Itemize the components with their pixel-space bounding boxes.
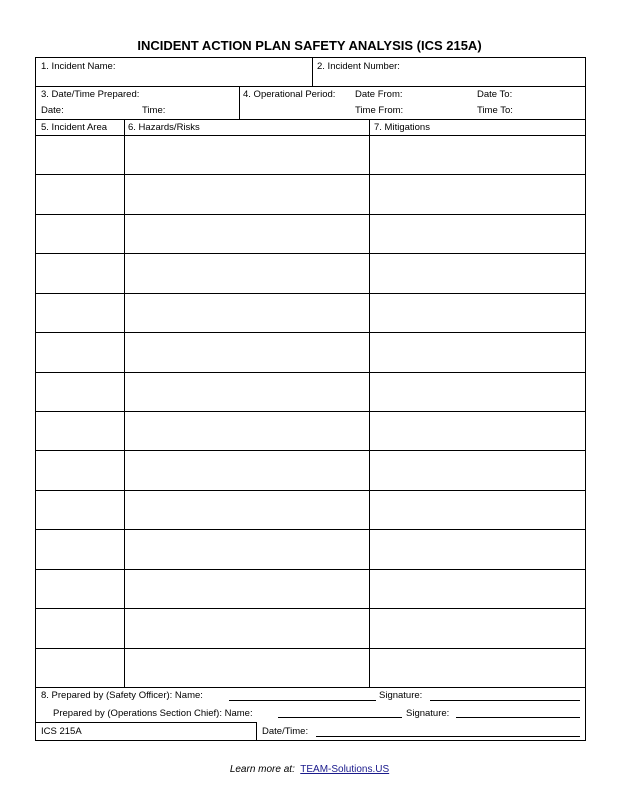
date-to-label: Date To: [477,89,513,100]
safety-signature-label: Signature: [379,690,423,701]
table-row-divider [35,372,586,373]
ops-name-line[interactable] [278,717,402,718]
divider [256,722,257,741]
time-from-label: Time From: [355,105,404,116]
table-row-divider [35,608,586,609]
table-row-divider [35,569,586,570]
table-row-divider [35,529,586,530]
table-row-divider [35,332,586,333]
safety-signature-line[interactable] [430,700,580,701]
divider [312,57,313,86]
divider [35,722,257,723]
divider [35,86,586,87]
form-border [35,57,586,741]
date-time-label: Date/Time: [262,726,309,737]
prepared-ops-label: Prepared by (Operations Section Chief): Name: [53,708,253,719]
date-time-prepared-label: 3. Date/Time Prepared: [41,89,140,100]
table-row-divider [35,490,586,491]
table-row-divider [35,411,586,412]
column-divider [369,119,370,687]
table-row-divider [35,450,586,451]
column-divider [124,119,125,687]
divider [35,135,586,136]
date-time-line[interactable] [316,736,580,737]
table-row-divider [35,648,586,649]
divider [35,119,586,120]
learn-more-label: Learn more at: [229,764,295,775]
table-row-divider [35,253,586,254]
time-label: Time: [142,105,166,116]
table-row-divider [35,174,586,175]
column-incident-area: 5. Incident Area [41,122,108,133]
learn-more [0,764,619,775]
date-label: Date: [41,105,64,116]
ops-signature-line[interactable] [456,717,580,718]
form-id: ICS 215A [41,726,82,737]
column-mitigations: 7. Mitigations [374,122,430,133]
safety-name-line[interactable] [229,700,376,701]
table-row-divider [35,293,586,294]
form-title: INCIDENT ACTION PLAN SAFETY ANALYSIS (ICS 215A) [137,38,482,53]
divider [35,687,586,688]
column-hazards-risks: 6. Hazards/Risks [128,122,200,133]
prepared-safety-label: 8. Prepared by (Safety Officer): Name: [41,690,203,701]
ops-signature-label: Signature: [406,708,450,719]
time-to-label: Time To: [477,105,513,116]
table-row-divider [35,214,586,215]
operational-period-label: 4. Operational Period: [243,89,336,100]
incident-name-label: 1. Incident Name: [41,61,116,72]
incident-number-label: 2. Incident Number: [317,61,400,72]
date-from-label: Date From: [355,89,403,100]
team-solutions-link[interactable]: TEAM-Solutions.US [300,764,390,775]
divider [239,86,240,119]
